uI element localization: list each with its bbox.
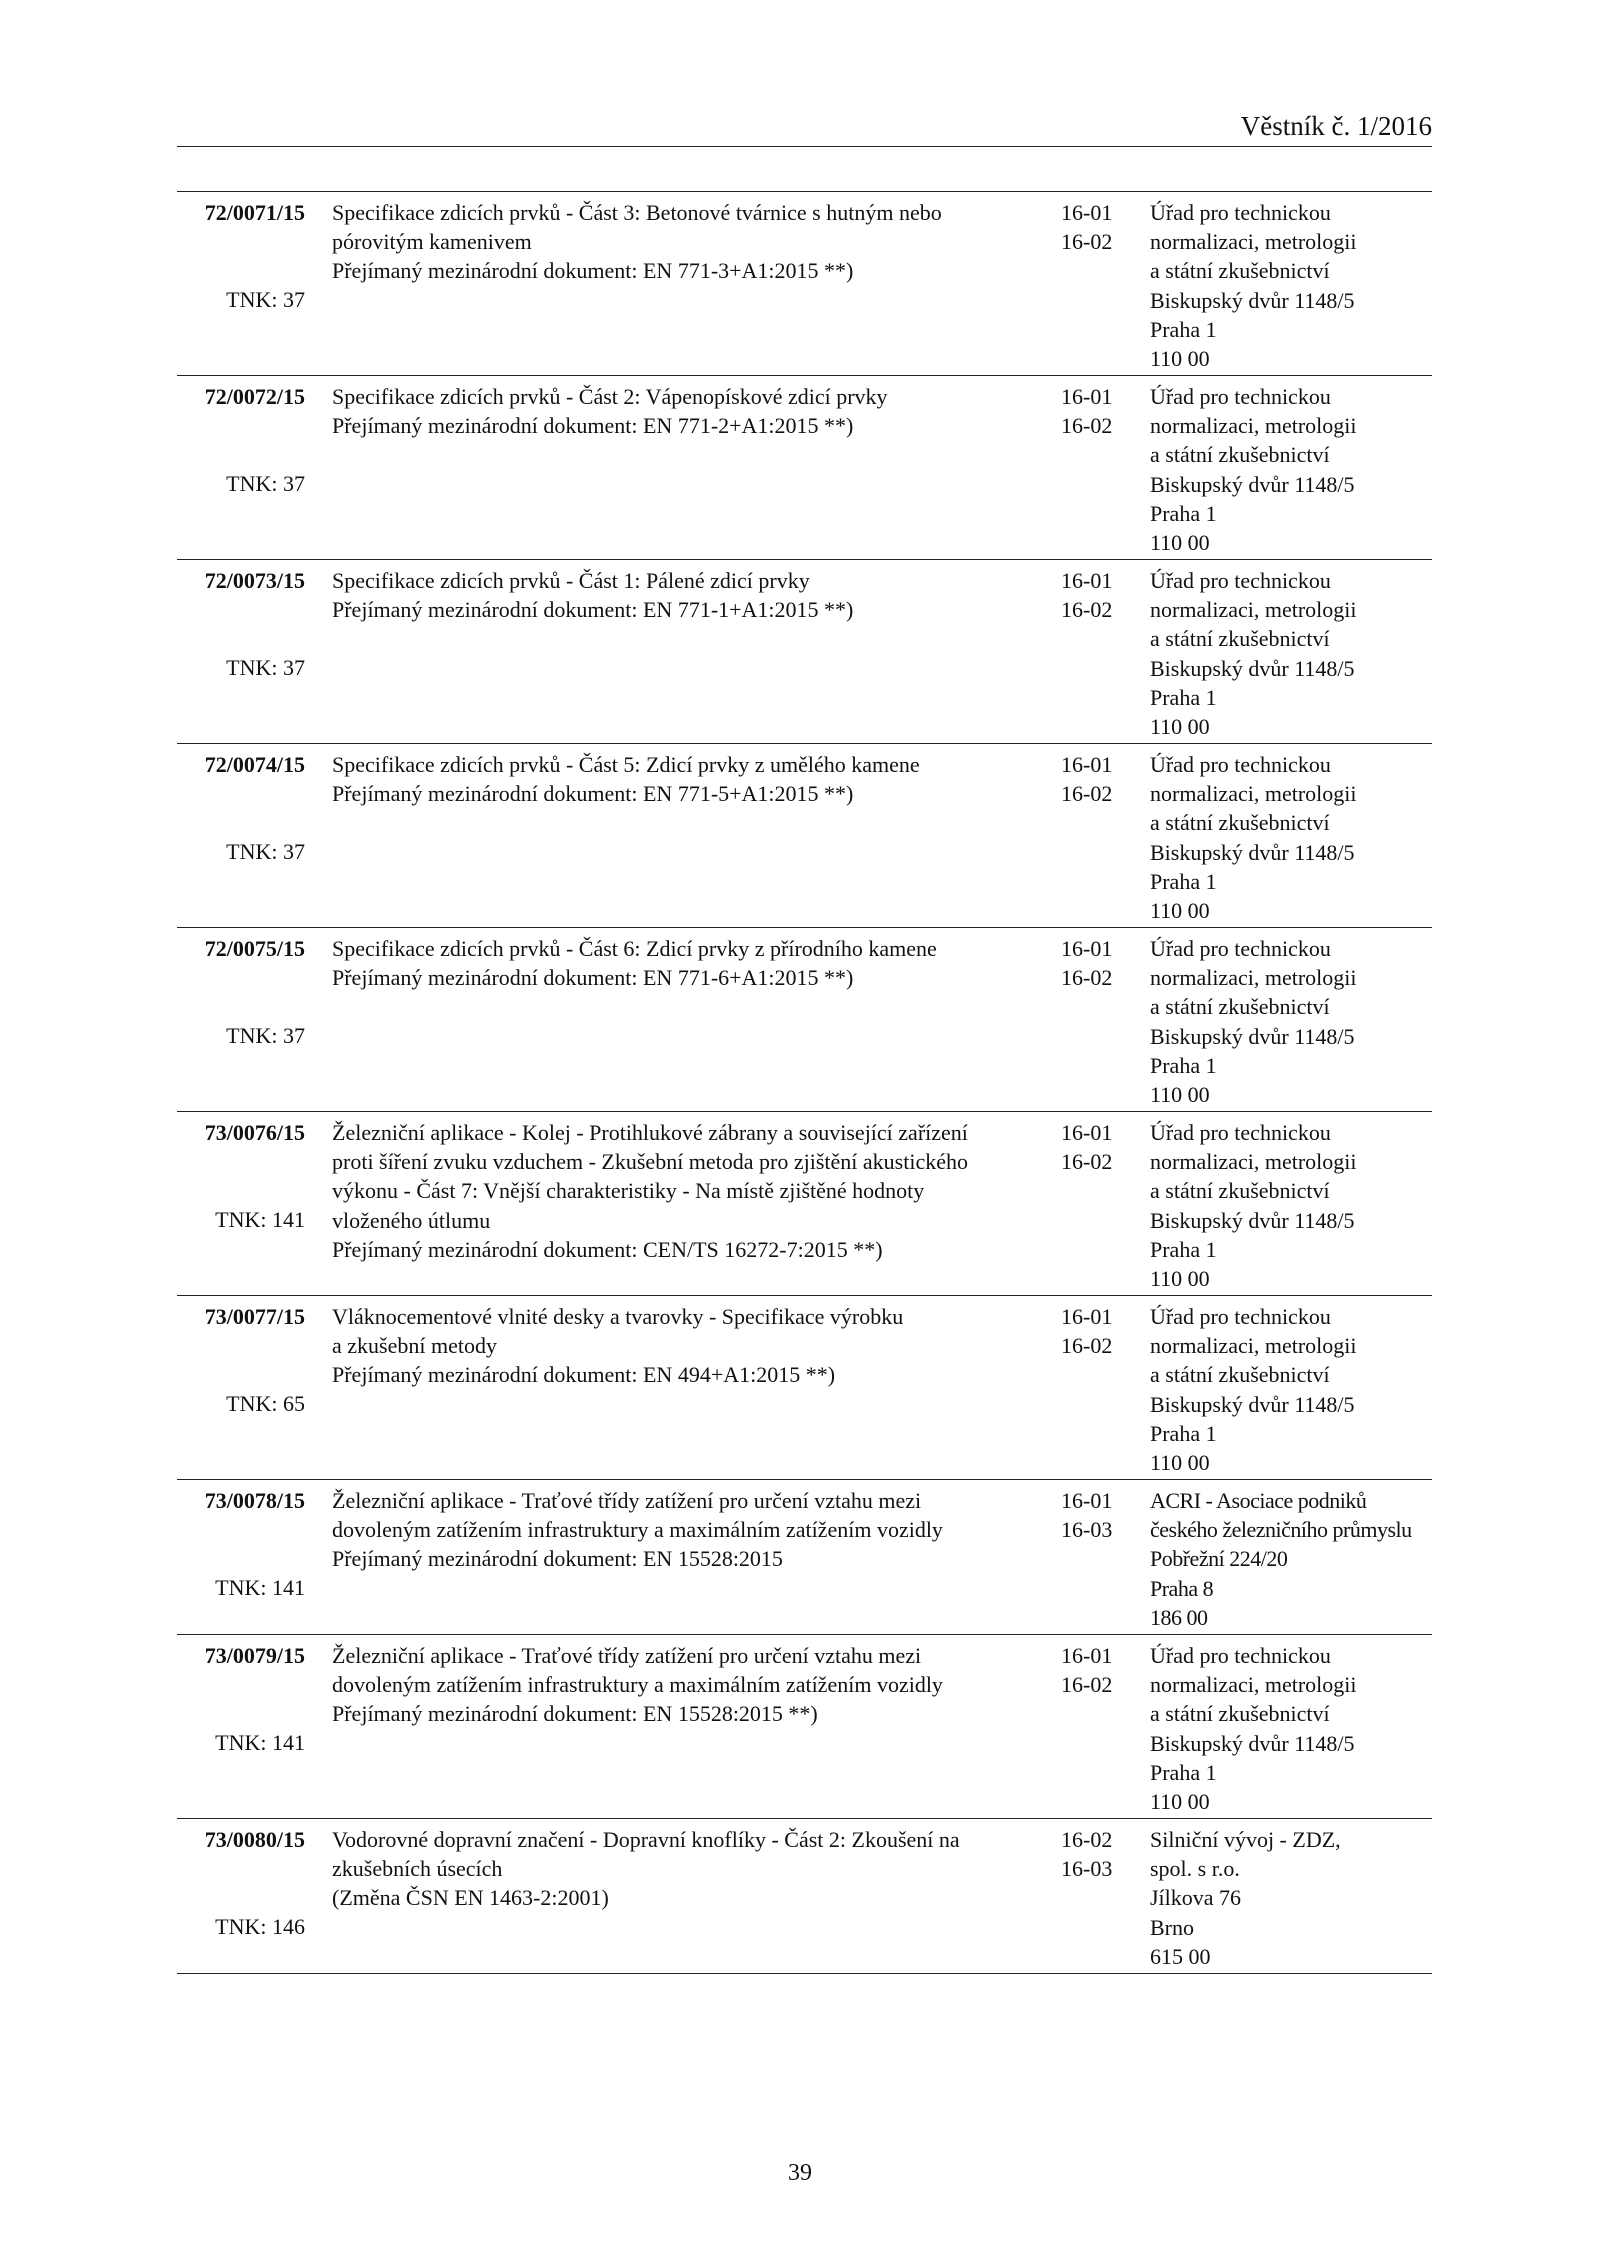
address-line: Úřad pro technickou xyxy=(1150,1304,1331,1329)
address-line: Biskupský dvůr 1148/5 xyxy=(1150,655,1355,681)
address-line: a státní zkušebnictví xyxy=(1150,1701,1330,1727)
description-line: Přejímaný mezinárodní dokument: EN 15528:2015 **) xyxy=(332,1701,818,1727)
address-line: Úřad pro technickou xyxy=(1150,384,1331,409)
codes-cell xyxy=(1061,750,1131,808)
address-line: 110 00 xyxy=(1150,1266,1210,1292)
address-line: Úřad pro technickou xyxy=(1150,936,1331,961)
address-cell xyxy=(1150,750,1435,925)
description-line: Přejímaný mezinárodní dokument: EN 771-3+A1:2015 **) xyxy=(332,258,854,284)
table-row xyxy=(177,1819,1432,1974)
record-id-cell xyxy=(177,934,305,1050)
address-line: Praha 1 xyxy=(1150,316,1217,342)
description-line: dovoleným zatížením infrastruktury a maximálním zatížením vozidly xyxy=(332,1672,943,1698)
description-line: Železniční aplikace - Traťové třídy zatížení pro určení vztahu mezi xyxy=(332,1643,922,1668)
address-line: a státní zkušebnictví xyxy=(1150,626,1330,652)
address-line: Praha 1 xyxy=(1150,1759,1217,1785)
code-value: 16-01 xyxy=(1061,1304,1113,1329)
record-number: 73/0078/15 xyxy=(204,1488,305,1513)
address-line: 615 00 xyxy=(1150,1943,1211,1969)
address-line: Biskupský dvůr 1148/5 xyxy=(1150,1023,1355,1049)
code-value: 16-01 xyxy=(1061,1643,1113,1668)
description-line: Přejímaný mezinárodní dokument: EN 771-6+A1:2015 **) xyxy=(332,965,854,991)
table-row xyxy=(177,1296,1432,1480)
table-row xyxy=(177,744,1432,928)
address-line: 110 00 xyxy=(1150,1450,1210,1476)
tnk-label: TNK: 141 xyxy=(215,1730,305,1756)
address-line: Biskupský dvůr 1148/5 xyxy=(1150,1391,1355,1417)
address-line: normalizaci, metrologii xyxy=(1150,413,1357,439)
description-line: Přejímaný mezinárodní dokument: EN 771-2+A1:2015 **) xyxy=(332,413,854,439)
tnk-label: TNK: 37 xyxy=(226,287,305,313)
address-line: Úřad pro technickou xyxy=(1150,200,1331,225)
description-line: zkušebních úsecích xyxy=(332,1856,503,1882)
address-line: českého železničního průmyslu xyxy=(1150,1517,1412,1543)
address-cell xyxy=(1150,382,1435,557)
address-line: Brno xyxy=(1150,1914,1194,1940)
code-value: 16-01 xyxy=(1061,200,1113,225)
address-line: normalizaci, metrologii xyxy=(1150,1149,1357,1175)
bulletin-title: Věstník č. 1/2016 xyxy=(1240,111,1432,141)
standards-table xyxy=(177,191,1432,1974)
codes-cell xyxy=(1061,1641,1131,1699)
tnk-label: TNK: 141 xyxy=(215,1207,305,1233)
record-number: 72/0075/15 xyxy=(204,936,305,961)
description-line: Železniční aplikace - Traťové třídy zatížení pro určení vztahu mezi xyxy=(332,1488,922,1513)
code-value: 16-01 xyxy=(1061,752,1113,777)
address-line: Biskupský dvůr 1148/5 xyxy=(1150,287,1355,313)
codes-cell xyxy=(1061,198,1131,256)
description-cell xyxy=(332,934,937,992)
description-cell xyxy=(332,1486,943,1574)
description-cell xyxy=(332,1118,969,1264)
address-line: 110 00 xyxy=(1150,1082,1210,1108)
record-id-cell xyxy=(177,1486,305,1602)
record-number: 73/0077/15 xyxy=(204,1304,305,1329)
record-number: 73/0079/15 xyxy=(204,1643,305,1668)
address-line: normalizaci, metrologii xyxy=(1150,229,1357,255)
address-line: Úřad pro technickou xyxy=(1150,1120,1331,1145)
address-cell xyxy=(1150,198,1435,373)
address-line: ACRI - Asociace podniků xyxy=(1150,1488,1367,1513)
address-line: a státní zkušebnictví xyxy=(1150,810,1330,836)
address-line: Praha 1 xyxy=(1150,684,1217,710)
description-line: Vláknocementové vlnité desky a tvarovky - Specifikace výrobku xyxy=(332,1304,904,1329)
table-row xyxy=(177,560,1432,744)
record-id-cell xyxy=(177,1118,305,1234)
page-header xyxy=(177,110,1432,147)
address-line: 110 00 xyxy=(1150,530,1210,556)
code-value: 16-02 xyxy=(1061,413,1113,439)
code-value: 16-02 xyxy=(1061,1149,1113,1175)
address-cell xyxy=(1150,934,1435,1109)
record-id-cell xyxy=(177,566,305,682)
description-line: (Změna ČSN EN 1463-2:2001) xyxy=(332,1885,609,1911)
code-value: 16-01 xyxy=(1061,1120,1113,1145)
code-value: 16-02 xyxy=(1061,781,1113,807)
address-line: a státní zkušebnictví xyxy=(1150,994,1330,1020)
description-line: Přejímaný mezinárodní dokument: CEN/TS 16272-7:2015 **) xyxy=(332,1236,883,1262)
description-cell xyxy=(332,1302,904,1390)
description-line: Přejímaný mezinárodní dokument: EN 771-5+A1:2015 **) xyxy=(332,781,854,807)
code-value: 16-02 xyxy=(1061,229,1113,255)
table-row xyxy=(177,1480,1432,1635)
table-row xyxy=(177,928,1432,1112)
codes-cell xyxy=(1061,1825,1131,1883)
record-number: 72/0072/15 xyxy=(204,384,305,409)
description-line: proti šíření zvuku vzduchem - Zkušební metoda pro zjištění akustického xyxy=(332,1149,969,1175)
address-line: normalizaci, metrologii xyxy=(1150,1333,1357,1359)
address-line: Silniční vývoj - ZDZ, xyxy=(1150,1827,1341,1852)
code-value: 16-03 xyxy=(1061,1517,1113,1543)
address-cell xyxy=(1150,1118,1435,1293)
tnk-label: TNK: 37 xyxy=(226,471,305,497)
page-number: 39 xyxy=(788,2160,812,2186)
address-line: 110 00 xyxy=(1150,346,1210,372)
code-value: 16-03 xyxy=(1061,1856,1113,1882)
description-line: a zkušební metody xyxy=(332,1333,497,1359)
address-line: Úřad pro technickou xyxy=(1150,568,1331,593)
address-cell xyxy=(1150,1302,1435,1477)
address-line: Úřad pro technickou xyxy=(1150,1643,1331,1668)
codes-cell xyxy=(1061,934,1131,992)
address-cell xyxy=(1150,566,1435,741)
address-line: Praha 1 xyxy=(1150,1052,1217,1078)
address-line: normalizaci, metrologii xyxy=(1150,781,1357,807)
description-line: dovoleným zatížením infrastruktury a maximálním zatížením vozidly xyxy=(332,1517,943,1543)
description-line: Přejímaný mezinárodní dokument: EN 771-1+A1:2015 **) xyxy=(332,597,854,623)
description-line: Specifikace zdicích prvků - Část 5: Zdicí prvky z umělého kamene xyxy=(332,752,920,777)
description-line: pórovitým kamenivem xyxy=(332,229,532,255)
address-line: a státní zkušebnictví xyxy=(1150,258,1330,284)
record-id-cell xyxy=(177,1825,305,1941)
address-line: Biskupský dvůr 1148/5 xyxy=(1150,839,1355,865)
address-line: a státní zkušebnictví xyxy=(1150,1178,1330,1204)
code-value: 16-01 xyxy=(1061,384,1113,409)
tnk-label: TNK: 37 xyxy=(226,1023,305,1049)
code-value: 16-02 xyxy=(1061,1827,1113,1852)
record-number: 72/0073/15 xyxy=(204,568,305,593)
description-line: Specifikace zdicích prvků - Část 6: Zdicí prvky z přírodního kamene xyxy=(332,936,937,961)
record-id-cell xyxy=(177,750,305,866)
address-line: Biskupský dvůr 1148/5 xyxy=(1150,1730,1355,1756)
code-value: 16-01 xyxy=(1061,936,1113,961)
address-cell xyxy=(1150,1825,1435,1971)
record-number: 73/0080/15 xyxy=(204,1827,305,1852)
address-line: spol. s r.o. xyxy=(1150,1856,1240,1882)
address-line: Praha 1 xyxy=(1150,1236,1217,1262)
codes-cell xyxy=(1061,1302,1131,1360)
table-row xyxy=(177,1635,1432,1819)
code-value: 16-01 xyxy=(1061,568,1113,593)
code-value: 16-02 xyxy=(1061,597,1113,623)
address-line: a státní zkušebnictví xyxy=(1150,1362,1330,1388)
table-row xyxy=(177,192,1432,376)
record-id-cell xyxy=(177,382,305,498)
table-row xyxy=(177,1112,1432,1296)
address-line: 110 00 xyxy=(1150,1789,1210,1815)
address-line: 110 00 xyxy=(1150,714,1210,740)
description-cell xyxy=(332,382,900,440)
description-cell xyxy=(332,1641,943,1729)
tnk-label: TNK: 37 xyxy=(226,839,305,865)
tnk-label: TNK: 146 xyxy=(215,1914,305,1940)
codes-cell xyxy=(1061,566,1131,624)
address-line: Biskupský dvůr 1148/5 xyxy=(1150,471,1355,497)
record-number: 72/0071/15 xyxy=(204,200,305,225)
address-line: Úřad pro technickou xyxy=(1150,752,1331,777)
address-line: normalizaci, metrologii xyxy=(1150,1672,1357,1698)
description-line: vloženého útlumu xyxy=(332,1207,491,1233)
code-value: 16-02 xyxy=(1061,1672,1113,1698)
description-line: Specifikace zdicích prvků - Část 2: Vápenopískové zdicí prvky xyxy=(332,384,888,409)
description-line: Vodorovné dopravní značení - Dopravní knoflíky - Část 2: Zkoušení na xyxy=(332,1827,960,1852)
tnk-label: TNK: 37 xyxy=(226,655,305,681)
codes-cell xyxy=(1061,382,1131,440)
description-line: Specifikace zdicích prvků - Část 1: Pálené zdicí prvky xyxy=(332,568,810,593)
description-line: Přejímaný mezinárodní dokument: EN 15528:2015 xyxy=(332,1546,783,1572)
record-id-cell xyxy=(177,1302,305,1418)
record-id-cell xyxy=(177,198,305,314)
address-cell xyxy=(1150,1486,1435,1632)
description-cell xyxy=(332,566,900,624)
code-value: 16-02 xyxy=(1061,965,1113,991)
record-number: 72/0074/15 xyxy=(204,752,305,777)
address-line: normalizaci, metrologii xyxy=(1150,965,1357,991)
address-line: Pobřežní 224/20 xyxy=(1150,1546,1288,1572)
address-line: normalizaci, metrologii xyxy=(1150,597,1357,623)
address-cell xyxy=(1150,1641,1435,1816)
tnk-label: TNK: 141 xyxy=(215,1575,305,1601)
description-line: Přejímaný mezinárodní dokument: EN 494+A1:2015 **) xyxy=(332,1362,836,1388)
address-line: Biskupský dvůr 1148/5 xyxy=(1150,1207,1355,1233)
codes-cell xyxy=(1061,1118,1131,1176)
address-line: 186 00 xyxy=(1150,1604,1208,1630)
description-cell xyxy=(332,750,920,808)
address-line: Praha 8 xyxy=(1150,1575,1214,1601)
address-line: Praha 1 xyxy=(1150,868,1217,894)
description-cell xyxy=(332,1825,960,1913)
code-value: 16-01 xyxy=(1061,1488,1113,1513)
description-line: výkonu - Část 7: Vnější charakteristiky - Na místě zjištěné hodnoty xyxy=(332,1178,925,1204)
code-value: 16-02 xyxy=(1061,1333,1113,1359)
address-line: a státní zkušebnictví xyxy=(1150,442,1330,468)
address-line: 110 00 xyxy=(1150,898,1210,924)
description-cell xyxy=(332,198,942,286)
description-line: Železniční aplikace - Kolej - Protihlukové zábrany a související zařízení xyxy=(332,1120,968,1145)
address-line: Jílkova 76 xyxy=(1150,1885,1242,1911)
record-id-cell xyxy=(177,1641,305,1757)
table-row xyxy=(177,376,1432,560)
address-line: Praha 1 xyxy=(1150,500,1217,526)
record-number: 73/0076/15 xyxy=(204,1120,305,1145)
tnk-label: TNK: 65 xyxy=(226,1391,305,1417)
description-line: Specifikace zdicích prvků - Část 3: Betonové tvárnice s hutným nebo xyxy=(332,200,942,225)
address-line: Praha 1 xyxy=(1150,1420,1217,1446)
codes-cell xyxy=(1061,1486,1131,1544)
